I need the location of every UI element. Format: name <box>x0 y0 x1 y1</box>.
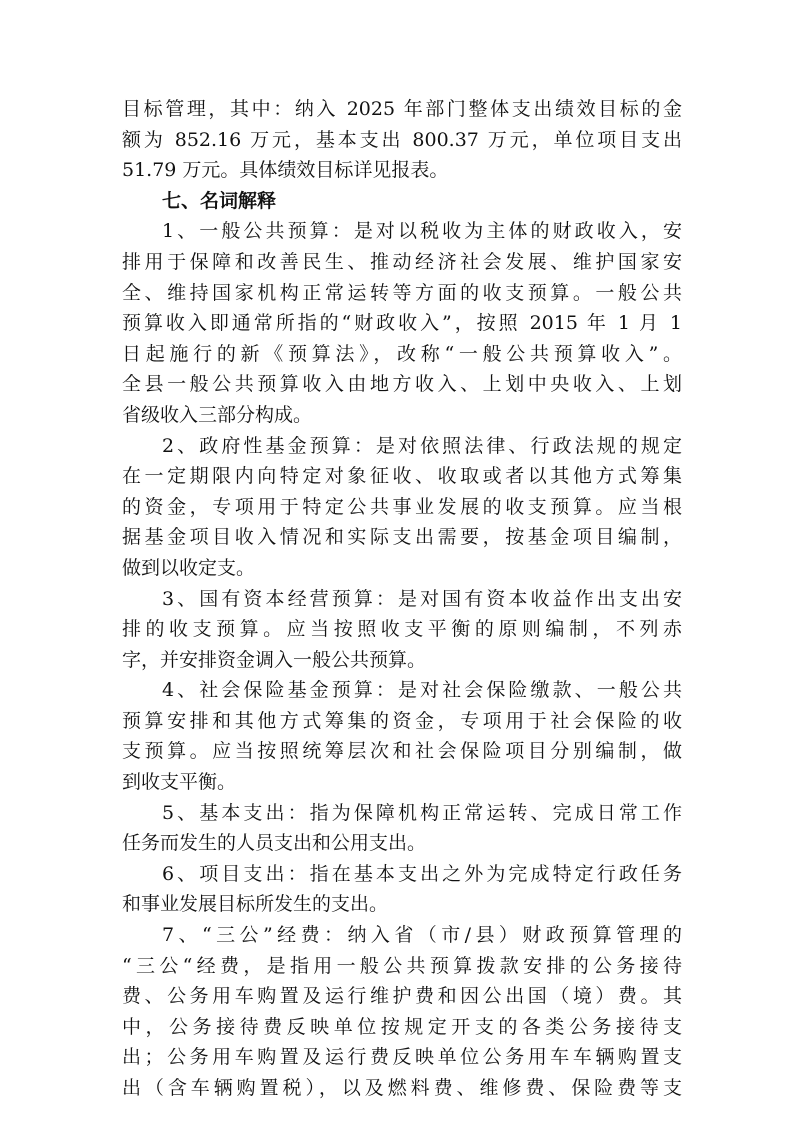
paragraph-government-fund-budget <box>122 431 682 584</box>
text-line: 出；公务用车购置及运行费反映单位公务用车车辆购置支 <box>122 1046 682 1069</box>
document-body <box>122 94 682 1104</box>
text-line: 3、国有资本经营预算：是对国有资本收益作出支出安 <box>162 587 682 610</box>
paragraph-project-expenditure <box>122 859 682 920</box>
text-line: 中，公务接待费反映单位按规定开支的各类公务接待支 <box>122 1015 682 1038</box>
text-line: 7、“三公”经费：纳入省（市/县）财政预算管理的 <box>162 924 682 947</box>
text-line: 目标管理，其中：纳入 2025 年部门整体支出绩效目标的金 <box>122 98 682 120</box>
text-line: 到收支平衡。 <box>122 771 237 794</box>
paragraph-social-insurance-budget <box>122 675 682 797</box>
text-line: 预算收入即通常所指的“财政收入”，按照 2015 年 1 月 1 <box>122 312 682 335</box>
text-line: 日起施行的新《预算法》，改称“一般公共预算收入”。 <box>122 342 682 365</box>
text-line: 出（含车辆购置税），以及燃料费、维修费、保险费等支 <box>122 1077 682 1099</box>
text-line: 省级收入三部分构成。 <box>122 403 313 426</box>
text-line: 费、公务用车购置及运行维护费和因公出国（境）费。其 <box>122 985 682 1008</box>
text-line: 任务而发生的人员支出和公用支出。 <box>122 832 427 855</box>
paragraph-general-public-budget <box>122 216 682 430</box>
text-line: 6、项目支出：指在基本支出之外为完成特定行政任务 <box>162 862 682 885</box>
text-line: 全、维持国家机构正常运转等方面的收支预算。一般公共 <box>122 281 682 304</box>
text-line: 4、社会保险基金预算：是对社会保险缴款、一般公共 <box>162 679 682 702</box>
text-line: 据基金项目收入情况和实际支出需要，按基金项目编制， <box>122 526 682 549</box>
text-line: 支预算。应当按照统筹层次和社会保险项目分别编制，做 <box>122 740 682 763</box>
text-line: 排用于保障和改善民生、推动经济社会发展、维护国家安 <box>122 250 682 273</box>
text-line: “三公“经费，是指用一般公共预算拨款安排的公务接待 <box>122 954 682 977</box>
text-line: 和事业发展目标所发生的支出。 <box>122 893 389 916</box>
paragraph-three-public-expenses <box>122 920 682 1104</box>
text-line: 预算安排和其他方式筹集的资金，专项用于社会保险的收 <box>122 709 682 732</box>
text-line: 5、基本支出：指为保障机构正常运转、完成日常工作 <box>162 801 682 824</box>
text-line: 排的收支预算。应当按照收支平衡的原则编制，不列赤 <box>122 618 682 641</box>
text-line: 在一定期限内向特定对象征收、收取或者以其他方式筹集 <box>122 465 682 488</box>
text-line: 2、政府性基金预算：是对依照法律、行政法规的规定 <box>162 434 682 457</box>
text-line: 全县一般公共预算收入由地方收入、上划中央收入、上划 <box>122 373 682 396</box>
text-line: 51.79 万元。具体绩效目标详见报表。 <box>122 159 449 182</box>
section-heading: 七、名词解释 <box>162 189 277 212</box>
text-line: 1、一般公共预算：是对以税收为主体的财政收入，安 <box>162 220 682 243</box>
text-line: 做到以收定支。 <box>122 556 256 579</box>
text-line: 字，并安排资金调入一般公共预算。 <box>122 648 427 671</box>
paragraph-basic-expenditure <box>122 798 682 859</box>
paragraph-performance-goals <box>122 94 682 186</box>
text-line: 额为 852.16 万元，基本支出 800.37 万元，单位项目支出 <box>122 128 682 151</box>
paragraph-state-capital-budget <box>122 584 682 676</box>
text-line: 的资金，专项用于特定公共事业发展的收支预算。应当根 <box>122 495 682 518</box>
